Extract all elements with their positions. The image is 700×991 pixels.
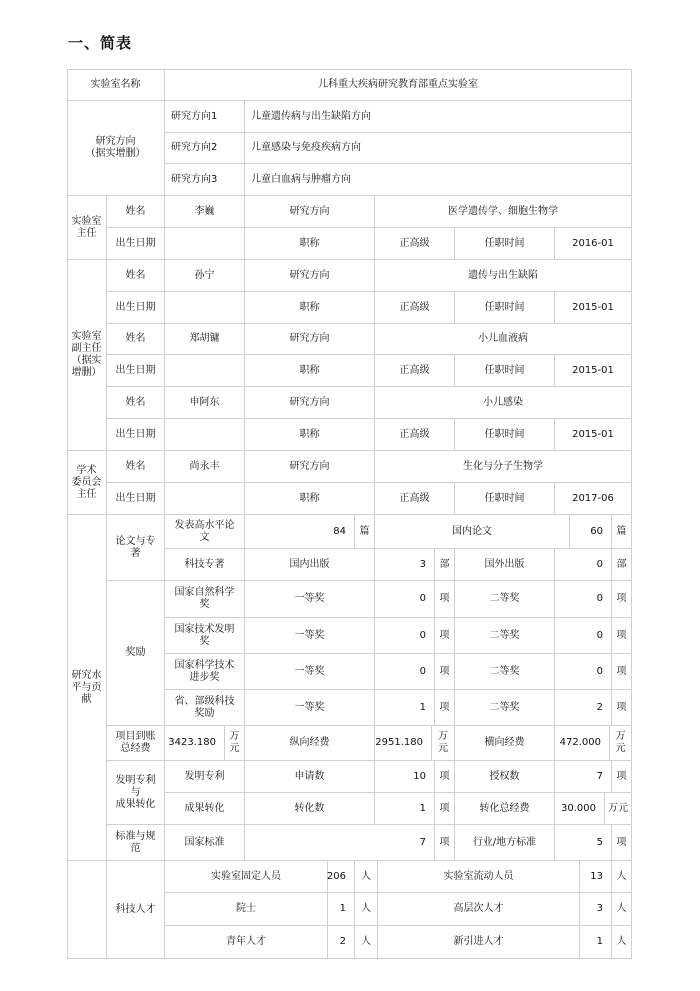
funding-total: 3423.180 (165, 726, 225, 761)
birth-label: 出生日期 (107, 355, 165, 387)
first-prize-label: 一等奖 (245, 690, 375, 726)
person-term: 2015-01 (555, 419, 632, 451)
name-label: 姓名 (107, 323, 165, 355)
transfer-label: 成果转化 (165, 793, 245, 825)
unit: 项 (435, 761, 455, 793)
research-level-group-label: 研究水 平与贡 献 (67, 515, 107, 861)
name-label: 姓名 (107, 196, 165, 228)
horizontal-funding-label: 横向经费 (455, 726, 555, 761)
section-heading: 一、简表 (68, 34, 133, 52)
unit: 项 (435, 825, 455, 861)
person-term: 2017-06 (555, 483, 632, 515)
transfer-count: 1 (375, 793, 435, 825)
unit: 项 (435, 690, 455, 726)
person-birth (165, 419, 245, 451)
industry-standard-label: 行业/地方标准 (455, 825, 555, 861)
person-name: 申阿东 (165, 387, 245, 419)
patents-label: 发明专利 与 成果转化 (107, 761, 165, 825)
second-prize-count: 2 (555, 690, 612, 726)
research-label: 研究方向 (245, 387, 375, 419)
research-label: 研究方向 (245, 260, 375, 292)
talent-label: 科技人才 (107, 861, 165, 959)
talent-mobile-count: 13 (580, 861, 612, 893)
person-name: 孙宁 (165, 260, 245, 292)
person-name: 李巍 (165, 196, 245, 228)
birth-label: 出生日期 (107, 419, 165, 451)
direction-label: 研究方向3 (165, 164, 245, 196)
second-prize-label: 二等奖 (455, 690, 555, 726)
person-title: 正高级 (375, 355, 455, 387)
award-type-label: 国家技术发明 奖 (165, 618, 245, 654)
term-label: 任职时间 (455, 228, 555, 260)
talent-mobile-label: 实验室流动人员 (378, 861, 580, 893)
term-label: 任职时间 (455, 292, 555, 324)
person-birth (165, 483, 245, 515)
deputies-group-label: 实验室 副主任 （据实 增删） (67, 260, 107, 451)
talent-high_level-label: 高层次人才 (378, 893, 580, 926)
talent-youth-label: 青年人才 (165, 926, 328, 959)
second-prize-label: 二等奖 (455, 618, 555, 654)
person-title: 正高级 (375, 419, 455, 451)
books-label: 科技专著 (165, 549, 245, 581)
talent-fixed-count: 206 (328, 861, 355, 893)
lab-name-value: 儿科重大疾病研究教育部重点实验室 (165, 69, 632, 101)
unit: 万元 (432, 726, 455, 761)
directions-group-label: 研究方向 （据实增删） (67, 101, 165, 196)
unit: 篇 (612, 515, 632, 549)
title-label: 职称 (245, 419, 375, 451)
first-prize-label: 一等奖 (245, 654, 375, 690)
person-research: 医学遗传学、细胞生物学 (375, 196, 632, 228)
talent-academician-count: 1 (328, 893, 355, 926)
high-level-papers-count: 84 (245, 515, 355, 549)
unit: 部 (435, 549, 455, 581)
second-prize-count: 0 (555, 618, 612, 654)
person-title: 正高级 (375, 483, 455, 515)
unit: 万元 (610, 726, 632, 761)
horizontal-funding-value: 472.000 (555, 726, 610, 761)
domestic-papers-label: 国内论文 (375, 515, 570, 549)
grant-count: 7 (555, 761, 612, 793)
first-prize-label: 一等奖 (245, 581, 375, 618)
title-label: 职称 (245, 483, 375, 515)
birth-label: 出生日期 (107, 483, 165, 515)
second-prize-count: 0 (555, 654, 612, 690)
name-label: 姓名 (107, 451, 165, 483)
title-label: 职称 (245, 228, 375, 260)
first-prize-count: 1 (375, 690, 435, 726)
award-type-label: 省、部级科技 奖励 (165, 690, 245, 726)
person-research: 小儿感染 (375, 387, 632, 419)
first-prize-count: 0 (375, 654, 435, 690)
vertical-funding-label: 纵向经费 (245, 726, 375, 761)
lab-name-label: 实验室名称 (67, 69, 165, 101)
birth-label: 出生日期 (107, 228, 165, 260)
second-prize-count: 0 (555, 581, 612, 618)
unit: 项 (435, 581, 455, 618)
direction-value: 儿童白血病与肿瘤方向 (245, 164, 632, 196)
unit: 项 (612, 618, 632, 654)
apply-label: 申请数 (245, 761, 375, 793)
national-standard-count: 7 (245, 825, 435, 861)
unit: 部 (612, 549, 632, 581)
standards-label: 标准与规 范 (107, 825, 165, 861)
domestic-pub-count: 3 (375, 549, 435, 581)
industry-standard-count: 5 (555, 825, 612, 861)
funding-label: 项目到账 总经费 (107, 726, 165, 761)
talent-youth-count: 2 (328, 926, 355, 959)
first-prize-count: 0 (375, 618, 435, 654)
unit: 篇 (355, 515, 375, 549)
person-name: 郑胡镛 (165, 323, 245, 355)
direction-value: 儿童遗传病与出生缺陷方向 (245, 101, 632, 133)
research-label: 研究方向 (245, 451, 375, 483)
second-prize-label: 二等奖 (455, 654, 555, 690)
person-birth (165, 355, 245, 387)
term-label: 任职时间 (455, 355, 555, 387)
transfer-total-label: 转化总经费 (455, 793, 555, 825)
birth-label: 出生日期 (107, 292, 165, 324)
unit: 人 (355, 926, 378, 959)
person-birth (165, 292, 245, 324)
foreign-pub-count: 0 (555, 549, 612, 581)
second-prize-label: 二等奖 (455, 581, 555, 618)
unit: 人 (612, 861, 632, 893)
domestic-pub-label: 国内出版 (245, 549, 375, 581)
awards-label: 奖励 (107, 581, 165, 726)
transfer-count-label: 转化数 (245, 793, 375, 825)
talent-high_level-count: 3 (580, 893, 612, 926)
direction-label: 研究方向1 (165, 101, 245, 133)
unit: 项 (612, 581, 632, 618)
title-label: 职称 (245, 292, 375, 324)
transfer-total-value: 30.000 (555, 793, 605, 825)
invention-label: 发明专利 (165, 761, 245, 793)
person-term: 2015-01 (555, 355, 632, 387)
talent-new-label: 新引进人才 (378, 926, 580, 959)
direction-label: 研究方向2 (165, 133, 245, 164)
title-label: 职称 (245, 355, 375, 387)
apply-count: 10 (375, 761, 435, 793)
talent-academician-label: 院士 (165, 893, 328, 926)
talent-new-count: 1 (580, 926, 612, 959)
talent-fixed-label: 实验室固定人员 (165, 861, 328, 893)
foreign-pub-label: 国外出版 (455, 549, 555, 581)
unit: 人 (612, 893, 632, 926)
unit: 项 (435, 618, 455, 654)
unit: 项 (612, 654, 632, 690)
unit: 项 (612, 690, 632, 726)
unit: 项 (612, 761, 632, 793)
unit: 人 (355, 893, 378, 926)
first-prize-label: 一等奖 (245, 618, 375, 654)
term-label: 任职时间 (455, 483, 555, 515)
unit: 人 (612, 926, 632, 959)
committee-group-label: 学术 委员会 主任 (67, 451, 107, 515)
unit: 万元 (605, 793, 632, 825)
person-term: 2016-01 (555, 228, 632, 260)
name-label: 姓名 (107, 260, 165, 292)
vertical-funding-value: 2951.180 (375, 726, 432, 761)
papers-label: 论文与专 著 (107, 515, 165, 581)
person-title: 正高级 (375, 292, 455, 324)
first-prize-count: 0 (375, 581, 435, 618)
unit: 万元 (225, 726, 245, 761)
direction-value: 儿童感染与免疫疾病方向 (245, 133, 632, 164)
name-label: 姓名 (107, 387, 165, 419)
person-research: 小儿血液病 (375, 323, 632, 355)
research-label: 研究方向 (245, 323, 375, 355)
research-label: 研究方向 (245, 196, 375, 228)
unit: 人 (355, 861, 378, 893)
person-name: 尚永丰 (165, 451, 245, 483)
grant-label: 授权数 (455, 761, 555, 793)
person-term: 2015-01 (555, 292, 632, 324)
award-type-label: 国家自然科学 奖 (165, 581, 245, 618)
talent-blank (67, 861, 107, 959)
national-standard-label: 国家标准 (165, 825, 245, 861)
unit: 项 (435, 793, 455, 825)
director-group-label: 实验室 主任 (67, 196, 107, 260)
unit: 项 (435, 654, 455, 690)
person-research: 生化与分子生物学 (375, 451, 632, 483)
domestic-papers-count: 60 (570, 515, 612, 549)
person-research: 遗传与出生缺陷 (375, 260, 632, 292)
award-type-label: 国家科学技术 进步奖 (165, 654, 245, 690)
person-birth (165, 228, 245, 260)
high-level-papers-label: 发表高水平论 文 (165, 515, 245, 549)
unit: 项 (612, 825, 632, 861)
person-title: 正高级 (375, 228, 455, 260)
term-label: 任职时间 (455, 419, 555, 451)
